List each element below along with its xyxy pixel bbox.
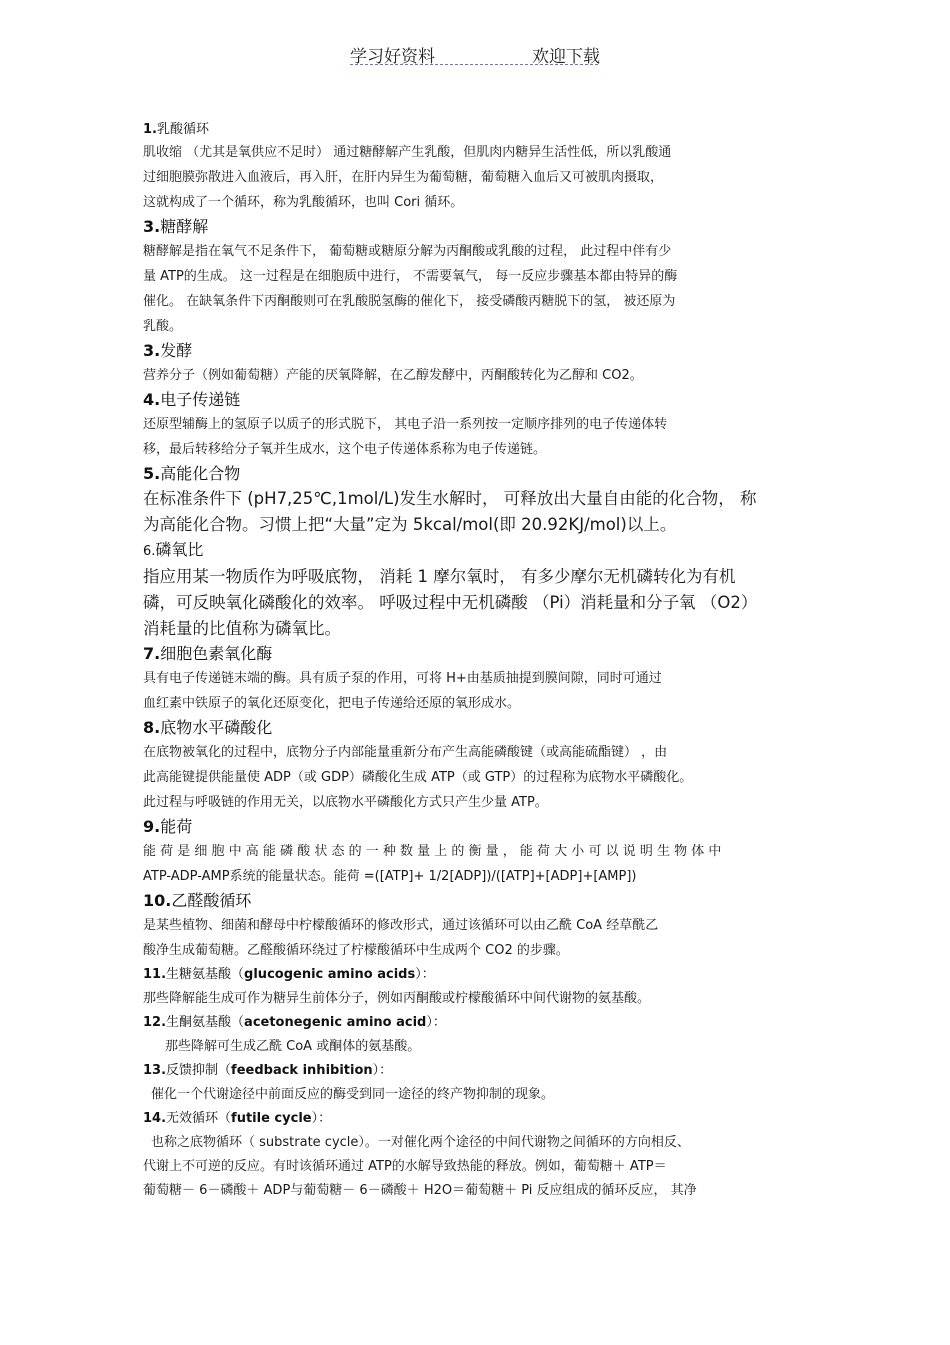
paragraph-line: 能 荷 是 细 胞 中 高 能 磷 酸 状 态 的 一 种 数 量 上 的 衡 量 ， 能 荷 大 小 可 以 说 明 生 物 体 中 bbox=[143, 844, 722, 859]
section-heading-12: 12.生酮氨基酸（acetonegenic amino acid）： bbox=[143, 1015, 446, 1030]
paragraph-line: 过细胞膜弥散进入血液后，再入肝，在肝内异生为葡萄糖，葡萄糖入血后又可被肌肉摄取， bbox=[143, 170, 664, 185]
section-heading-14: 14.无效循环（futile cycle）： bbox=[143, 1111, 332, 1126]
paragraph-line: 代谢上不可逆的反应。有时该循环通过 ATP的水解导致热能的释放。例如，葡萄糖＋ ATP＝ bbox=[143, 1159, 667, 1174]
paragraph-line: 乳酸。 bbox=[143, 319, 183, 334]
paragraph-line: 此过程与呼吸链的作用无关，以底物水平磷酸化方式只产生少量 ATP。 bbox=[143, 795, 548, 810]
paragraph-line: 量 ATP的生成。 这一过程是在细胞质中进行， 不需要氧气， 每一反应步骤基本都由特异的酶 bbox=[143, 269, 678, 284]
section-heading-3: 3.糖酵解 bbox=[143, 217, 209, 236]
paragraph-line: 葡萄糖－ 6－磷酸＋ ADP与葡萄糖－ 6－磷酸＋ H2O＝葡萄糖＋ Pi 反应组成的循环反应， 其净 bbox=[143, 1183, 697, 1198]
paragraph-line: 糖酵解是指在氧气不足条件下， 葡萄糖或糖原分解为丙酮酸或乳酸的过程， 此过程中伴有少 bbox=[143, 244, 672, 259]
paragraph-line: 这就构成了一个循环，称为乳酸循环，也叫 Cori 循环。 bbox=[143, 195, 464, 210]
section-heading-10: 10.乙醛酸循环 bbox=[143, 891, 252, 910]
section-heading-4: 4.电子传递链 bbox=[143, 390, 241, 409]
paragraph-line: 磷，可反映氧化磷酸化的效率。 呼吸过程中无机磷酸 （Pi）消耗量和分子氧 （O2） bbox=[143, 593, 758, 612]
section-heading-5: 5.高能化合物 bbox=[143, 464, 241, 483]
section-heading-7: 7.细胞色素氧化酶 bbox=[143, 644, 273, 663]
paragraph-line: 是某些植物、细菌和酵母中柠檬酸循环的修改形式，通过该循环可以由乙酰 CoA 经草酰乙 bbox=[143, 918, 659, 933]
paragraph-line: 那些降解能生成可作为糖异生前体分子，例如丙酮酸或柠檬酸循环中间代谢物的氨基酸。 bbox=[143, 991, 651, 1006]
paragraph-line: 催化。 在缺氧条件下丙酮酸则可在乳酸脱氢酶的催化下， 接受磷酸丙糖脱下的氢， 被还原为 bbox=[143, 294, 676, 309]
section-heading-13: 13.反馈抑制（feedback inhibition）： bbox=[143, 1063, 393, 1078]
paragraph-line: 在标准条件下 (pH7,25℃,1mol/L)发生水解时， 可释放出大量自由能的化合物， 称 bbox=[143, 489, 757, 508]
paragraph-line: 也称之底物循环（ substrate cycle）。一对催化两个途径的中间代谢物之间循环的方向相反、 bbox=[151, 1135, 690, 1150]
paragraph-line: 移，最后转移给分子氧并生成水，这个电子传递体系称为电子传递链。 bbox=[143, 442, 547, 457]
paragraph-line: 营养分子（例如葡萄糖）产能的厌氧降解，在乙醇发酵中，丙酮酸转化为乙醇和 CO2。 bbox=[143, 368, 643, 383]
header-dashed-rule bbox=[350, 64, 598, 65]
document-body bbox=[143, 120, 807, 1203]
paragraph-line: 催化一个代谢途径中前面反应的酶受到同一途径的终产物抑制的现象。 bbox=[151, 1087, 555, 1102]
section-heading-6: 6.磷氧比 bbox=[143, 540, 204, 559]
section-heading-3b: 3.发酵 bbox=[143, 341, 193, 360]
paragraph-line: 为高能化合物。习惯上把“大量”定为 5kcal/mol(即 20.92KJ/mol)以上。 bbox=[143, 515, 677, 534]
paragraph-line: 那些降解可生成乙酰 CoA 或酮体的氨基酸。 bbox=[165, 1039, 421, 1054]
paragraph-line: 酸净生成葡萄糖。乙醛酸循环绕过了柠檬酸循环中生成两个 CO2 的步骤。 bbox=[143, 943, 569, 958]
header-left-text: 学习好资料 bbox=[350, 47, 435, 67]
header-right-text: 欢迎下载 bbox=[532, 47, 600, 67]
section-heading-1: 1.乳酸循环 bbox=[143, 122, 209, 137]
paragraph-line: ATP-ADP-AMP系统的能量状态。能荷 =([ATP]+ 1/2[ADP])/([ATP]+[ADP]+[AMP]) bbox=[143, 869, 637, 884]
paragraph-line: 血红素中铁原子的氧化还原变化，把电子传递给还原的氧形成水。 bbox=[143, 696, 521, 711]
paragraph-line: 此高能键提供能量使 ADP（或 GDP）磷酸化生成 ATP（或 GTP）的过程称为底物水平磷酸化。 bbox=[143, 770, 693, 785]
section-heading-8: 8.底物水平磷酸化 bbox=[143, 718, 273, 737]
section-heading-9: 9.能荷 bbox=[143, 817, 193, 836]
paragraph-line: 还原型辅酶上的氢原子以质子的形式脱下， 其电子沿一系列按一定顺序排列的电子传递体转 bbox=[143, 417, 668, 432]
paragraph-line: 在底物被氧化的过程中，底物分子内部能量重新分布产生高能磷酸键（或高能硫酯键） ，由 bbox=[143, 745, 668, 760]
paragraph-line: 肌收缩 （尤其是氧供应不足时） 通过糖酵解产生乳酸，但肌肉内糖异生活性低，所以乳酸通 bbox=[143, 145, 672, 160]
section-heading-11: 11.生糖氨基酸（glucogenic amino acids）： bbox=[143, 967, 435, 982]
paragraph-line: 指应用某一物质作为呼吸底物， 消耗 1 摩尔氧时， 有多少摩尔无机磷转化为有机 bbox=[143, 567, 736, 586]
paragraph-line: 具有电子传递链末端的酶。具有质子泵的作用，可将 H+由基质抽提到膜间隙，同时可通过 bbox=[143, 671, 662, 686]
paragraph-line: 消耗量的比值称为磷氧比。 bbox=[143, 619, 341, 638]
